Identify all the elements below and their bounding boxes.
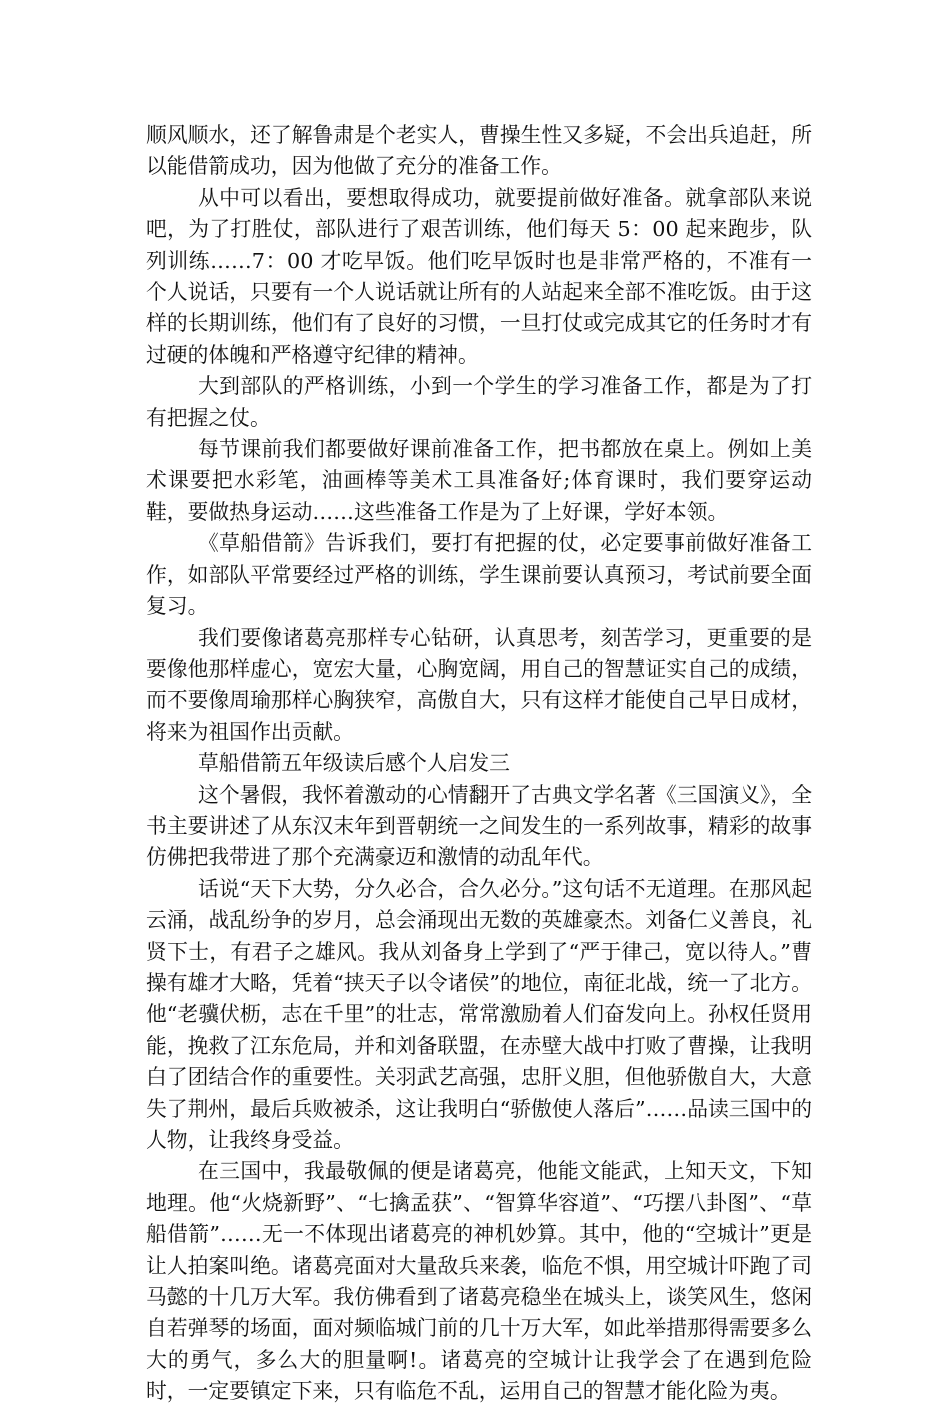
paragraph: 我们要像诸葛亮那样专心钻研，认真思考，刻苦学习，更重要的是要像他那样虚心，宽宏大量，心胸宽阔，用自己的智慧证实自己的成绩，而不要像周瑜那样心胸狭窄，高傲自大，只有这样才能使自己早日成材，将来为祖国作出贡献。 (146, 625, 812, 744)
paragraph: 每节课前我们都要做好课前准备工作，把书都放在桌上。例如上美术课要把水彩笔，油画棒等美术工具准备好;体育课时，我们要穿运动鞋，要做热身运动……这些准备工作是为了上好课，学好本领。 (146, 437, 812, 524)
paragraph: 《草船借箭》告诉我们，要打有把握的仗，必定要事前做好准备工作，如部队平常要经过严格的训练，学生课前要认真预习，考试前要全面复习。 (146, 531, 812, 619)
section-heading: 草船借箭五年级读后感个人启发三 (198, 751, 510, 776)
paragraph: 这个暑假，我怀着激动的心情翻开了古典文学名著《三国演义》，全书主要讲述了从东汉末年到晋朝统一之间发生的一系列故事，精彩的故事仿佛把我带进了那个充满豪迈和激情的动乱年代。 (146, 782, 812, 870)
paragraph: 话说“天下大势，分久必合，合久必分。”这句话不无道理。在那风起云涌，战乱纷争的岁月，总会涌现出无数的英雄豪杰。刘备仁义善良，礼贤下士，有君子之雄风。我从刘备身上学到了“严于律己，宽以待人。”曹操有雄才大略，凭着“挟天子以令诸侯”的地位，南征北战，统一了北方。他“老骥伏枥，志在千里”的壮志，常常激励着人们奋发向上。孙权任贤用能，挽救了江东危局，并和刘备联盟，在赤壁大战中打败了曹操，让我明白了团结合作的重要性。关羽武艺高强，忠肝义胆，但他骄傲自大，大意失了荆州，最后兵败被杀，这让我明白“骄傲使人落后”……品读三国中的人物，让我终身受益。 (146, 876, 812, 1152)
paragraph: 顺风顺水，还了解鲁肃是个老实人，曹操生性又多疑，不会出兵追赶，所以能借箭成功，因为他做了充分的准备工作。 (146, 123, 812, 179)
paragraph: 在三国中，我最敬佩的便是诸葛亮，他能文能武，上知天文，下知地理。他“火烧新野”、“七擒孟获”、“智算华容道”、“巧摆八卦图”、“草船借箭”……无一不体现出诸葛亮的神机妙算。其中，他的“空城计”更是让人拍案叫绝。诸葛亮面对大量敌兵来袭，临危不惧，用空城计吓跑了司马懿的十几万大军。我仿佛看到了诸葛亮稳坐在城头上，谈笑风生，悠闲自若弹琴的场面，面对频临城门前的几十万大军，如此举措那得需要多么大的勇气，多么大的胆量啊!。诸葛亮的空城计让我学会了在遇到危险时，一定要镇定下来，只有临危不乱，运用自己的智慧才能化险为夷。 (146, 1159, 812, 1404)
paragraph: 大到部队的严格训练，小到一个学生的学习准备工作，都是为了打有把握之仗。 (146, 374, 812, 430)
paragraph: 从中可以看出，要想取得成功，就要提前做好准备。就拿部队来说吧，为了打胜仗，部队进行了艰苦训练，他们每天 5：00 起来跑步，队列训练……7：00 才吃早饭。他们吃早饭时也是非常严格的，不准有一个人说话，只要有一个人说话就让所有的人站起来全部不准吃饭。由于这样的长期训练，他们有了良好的习惯，一旦打仗或完成其它的任务时才有过硬的体魄和严格遵守纪律的精神。 (146, 185, 812, 367)
document-page (146, 120, 812, 1408)
